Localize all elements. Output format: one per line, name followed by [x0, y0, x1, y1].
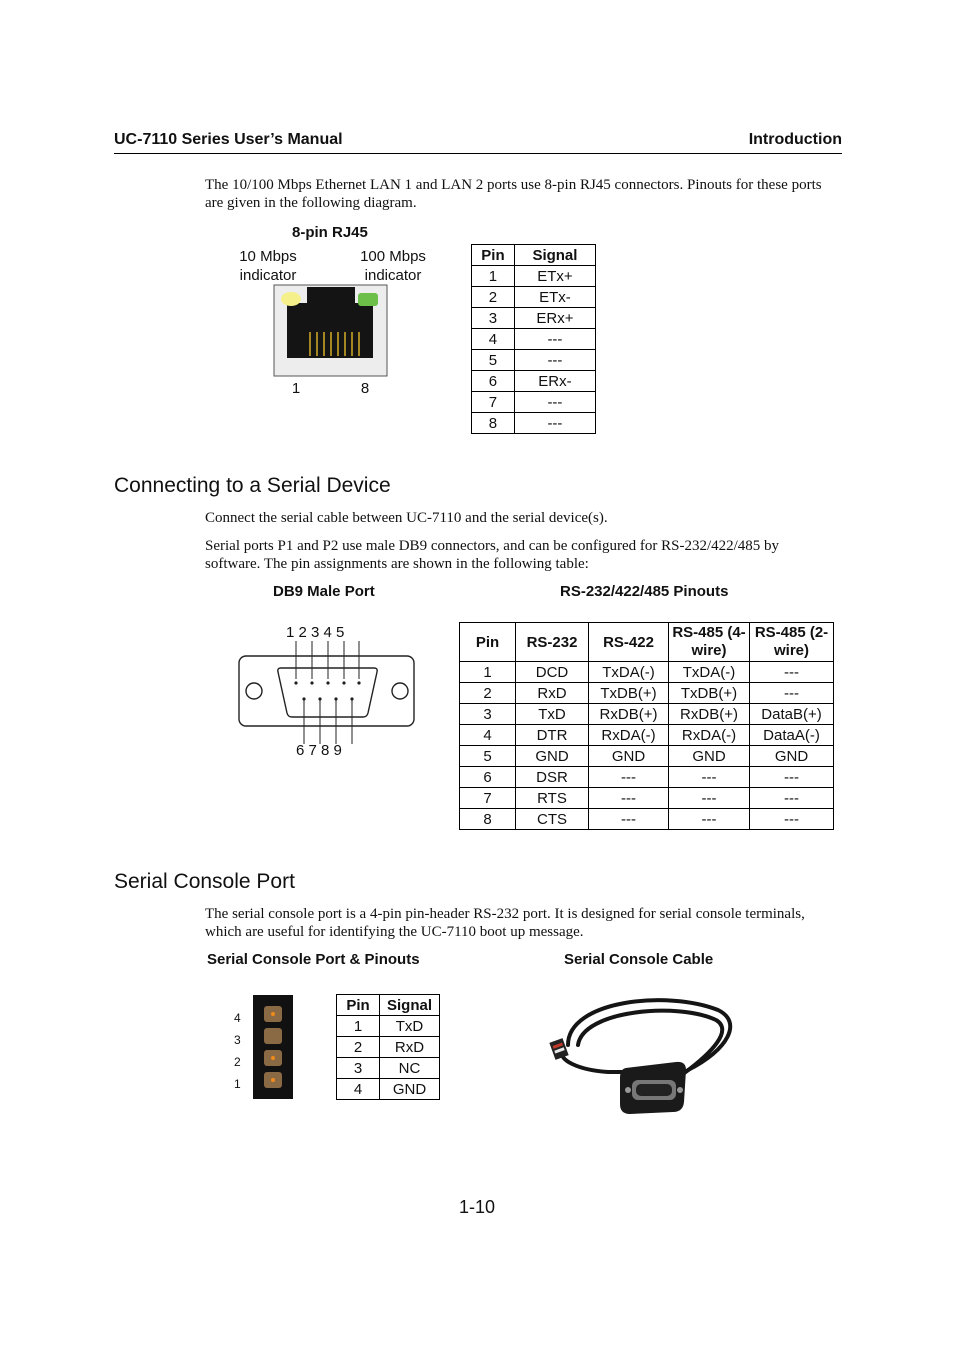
signal-cell: ETx- — [514, 287, 595, 308]
console-cable-caption: Serial Console Cable — [564, 951, 714, 968]
led-100mbps — [358, 293, 378, 306]
table-row — [460, 809, 834, 830]
table-cell: RxDB(+) — [669, 704, 750, 725]
column-header: RS-232 — [516, 623, 589, 662]
table-cell: --- — [750, 662, 834, 683]
db9-top-pin-numbers: 1 2 3 4 5 — [286, 624, 345, 641]
column-header: Pin — [472, 245, 515, 266]
pin-cell: 4 — [472, 329, 515, 350]
table-row — [472, 266, 596, 287]
table-row — [460, 704, 834, 725]
table-cell: GND — [669, 746, 750, 767]
pin-cell: 3 — [337, 1058, 380, 1079]
pin-cell: 5 — [472, 350, 515, 371]
serial-console-cable-image — [548, 990, 738, 1118]
signal-cell: TxD — [380, 1016, 440, 1037]
table-cell: GND — [589, 746, 669, 767]
table-cell: TxDA(-) — [669, 662, 750, 683]
table-cell: TxD — [516, 704, 589, 725]
signal-cell: --- — [514, 350, 595, 371]
signal-cell: --- — [514, 413, 595, 434]
serial-paragraph-2: Serial ports P1 and P2 use male DB9 connectors, and can be configured for RS-232/422/485 by software. The pin assignments are shown in the following table: — [205, 538, 780, 572]
db9-connector-icon — [237, 641, 417, 744]
intro-paragraph: The 10/100 Mbps Ethernet LAN 1 and LAN 2 ports use 8-pin RJ45 connectors. Pinouts for these ports are given in the following diagram. — [205, 177, 822, 211]
pin-cell: 8 — [472, 413, 515, 434]
page-number: 1-10 — [459, 1197, 496, 1217]
table-row — [472, 392, 596, 413]
table-cell: DSR — [516, 767, 589, 788]
table-cell: GND — [750, 746, 834, 767]
table-cell: --- — [669, 767, 750, 788]
table-cell: --- — [589, 767, 669, 788]
table-cell: --- — [589, 809, 669, 830]
pin-header-labels — [234, 1007, 241, 1095]
table-cell: 6 — [460, 767, 516, 788]
chapter-title: Introduction — [748, 131, 842, 148]
pin-cell: 1 — [337, 1016, 380, 1037]
table-row — [472, 350, 596, 371]
table-row — [472, 287, 596, 308]
pin-cell: 2 — [337, 1037, 380, 1058]
pin-label: 3 — [234, 1033, 241, 1047]
column-header: Pin — [460, 623, 516, 662]
table-cell: TxDB(+) — [589, 683, 669, 704]
table-row — [337, 1079, 440, 1100]
pin-cell: 7 — [472, 392, 515, 413]
table-cell: DTR — [516, 725, 589, 746]
label-10mbps: 10 Mbps indicator — [239, 248, 297, 284]
label-100mbps: 100 Mbps indicator — [360, 248, 426, 284]
console-paragraph: The serial console port is a 4-pin pin-header RS-232 port. It is designed for serial console terminals, which are useful for identifying the UC-7110 boot up message. — [205, 906, 805, 940]
pin-cell: 2 — [472, 287, 515, 308]
table-cell: RTS — [516, 788, 589, 809]
console-section-heading: Serial Console Port — [114, 870, 295, 893]
column-header: Pin — [337, 995, 380, 1016]
db9-bottom-pin-numbers: 6 7 8 9 — [296, 742, 342, 759]
pinouts-caption: RS-232/422/485 Pinouts — [560, 583, 729, 600]
table-row — [472, 413, 596, 434]
table-cell: RxDB(+) — [589, 704, 669, 725]
table-cell: --- — [750, 809, 834, 830]
serial-paragraph-1: Connect the serial cable between UC-7110 and the serial device(s). — [205, 510, 608, 526]
table-cell: DataB(+) — [750, 704, 834, 725]
manual-title: UC-7110 Series User’s Manual — [114, 131, 343, 148]
table-row — [460, 662, 834, 683]
serial-pinout-table — [459, 622, 834, 830]
table-cell: DataA(-) — [750, 725, 834, 746]
pin-cell: 6 — [472, 371, 515, 392]
table-cell: --- — [669, 809, 750, 830]
rj45-pin-1: 1 — [291, 380, 301, 397]
table-cell: CTS — [516, 809, 589, 830]
serial-section-heading: Connecting to a Serial Device — [114, 474, 391, 497]
pin-cell: 3 — [472, 308, 515, 329]
rj45-connector-icon — [273, 284, 389, 378]
console-pin-table — [336, 994, 440, 1100]
table-row — [472, 371, 596, 392]
signal-cell: --- — [514, 329, 595, 350]
column-header: RS-422 — [589, 623, 669, 662]
signal-cell: ETx+ — [514, 266, 595, 287]
signal-cell: ERx+ — [514, 308, 595, 329]
pin-cell: 4 — [337, 1079, 380, 1100]
table-cell: --- — [589, 788, 669, 809]
table-cell: 8 — [460, 809, 516, 830]
table-cell: RxDA(-) — [669, 725, 750, 746]
rj45-caption: 8-pin RJ45 — [292, 224, 368, 241]
pin-label: 4 — [234, 1011, 241, 1025]
pin-cell: 1 — [472, 266, 515, 287]
signal-cell: --- — [514, 392, 595, 413]
table-cell: 2 — [460, 683, 516, 704]
table-cell: 5 — [460, 746, 516, 767]
table-cell: --- — [669, 788, 750, 809]
table-row — [460, 746, 834, 767]
column-header: Signal — [380, 995, 440, 1016]
column-header: RS-485 (4-wire) — [669, 623, 750, 662]
table-cell: 1 — [460, 662, 516, 683]
column-header: Signal — [514, 245, 595, 266]
table-cell: GND — [516, 746, 589, 767]
rj45-pin-8: 8 — [360, 380, 370, 397]
pin-header-icon — [253, 995, 293, 1099]
pin-label: 1 — [234, 1077, 241, 1091]
table-row — [460, 788, 834, 809]
table-cell: TxDB(+) — [669, 683, 750, 704]
table-cell: RxD — [516, 683, 589, 704]
table-cell: DCD — [516, 662, 589, 683]
signal-cell: ERx- — [514, 371, 595, 392]
table-cell: TxDA(-) — [589, 662, 669, 683]
table-row — [337, 1037, 440, 1058]
db9-caption: DB9 Male Port — [273, 583, 375, 600]
led-10mbps — [281, 292, 301, 306]
table-row — [337, 1016, 440, 1037]
signal-cell: RxD — [380, 1037, 440, 1058]
column-header: RS-485 (2-wire) — [750, 623, 834, 662]
table-row — [460, 767, 834, 788]
page-header — [114, 131, 842, 154]
signal-cell: NC — [380, 1058, 440, 1079]
table-cell: --- — [750, 683, 834, 704]
table-cell: --- — [750, 788, 834, 809]
console-port-caption: Serial Console Port & Pinouts — [207, 951, 420, 968]
table-row — [460, 725, 834, 746]
signal-cell: GND — [380, 1079, 440, 1100]
table-cell: 4 — [460, 725, 516, 746]
table-cell: --- — [750, 767, 834, 788]
rj45-pin-table — [471, 244, 596, 434]
table-cell: RxDA(-) — [589, 725, 669, 746]
table-row — [460, 683, 834, 704]
table-row — [337, 1058, 440, 1079]
table-row — [472, 329, 596, 350]
table-cell: 3 — [460, 704, 516, 725]
table-cell: 7 — [460, 788, 516, 809]
table-row — [472, 308, 596, 329]
pin-label: 2 — [234, 1055, 241, 1069]
